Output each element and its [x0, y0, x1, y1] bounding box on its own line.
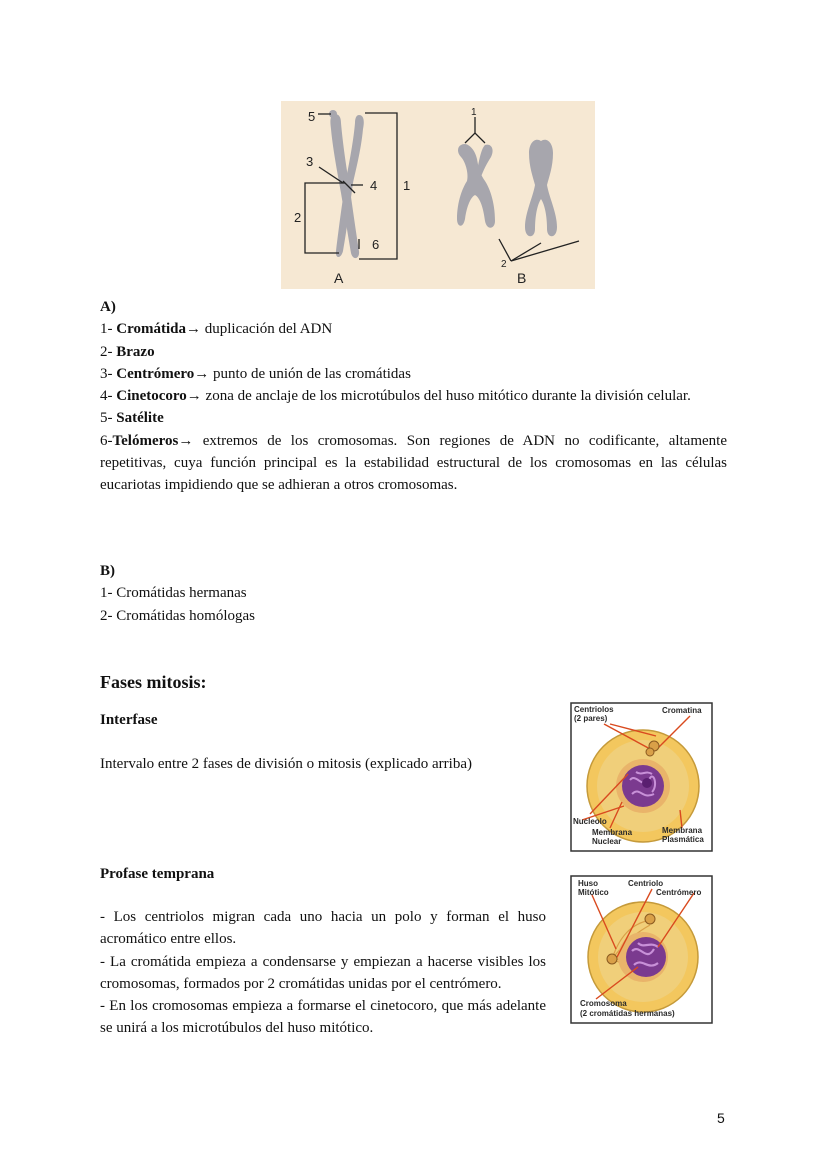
interfase-text: Intervalo entre 2 fases de división o mitosis (explicado arriba)	[100, 756, 472, 772]
diagram-num-1: 1	[403, 178, 411, 193]
diagram-num-4: 4	[370, 178, 378, 193]
section-b-title: B)	[100, 563, 115, 579]
section-a-item: 5- Satélite	[100, 410, 164, 427]
diagram-num-b1: 1	[471, 107, 477, 118]
section-a-item: 1- Cromátida→ duplicación del ADN	[100, 321, 333, 338]
section-a-item: 4- Cinetocoro→ zona de anclaje de los microtúbulos del huso mitótico durante la división celular.	[100, 388, 691, 405]
diagram-num-3: 3	[306, 154, 314, 169]
profase-line: - Los centriolos migran cada uno hacia un polo y forman el huso acromático entre ellos.	[100, 909, 546, 948]
section-a	[100, 296, 727, 497]
interfase-title: Interfase	[100, 712, 158, 728]
mitosis-heading: Fases mitosis:	[100, 672, 207, 692]
section-a-item: 2- Brazo	[100, 343, 155, 360]
label-centriolo: Centriolo	[628, 879, 664, 888]
diagram-num-b2: 2	[501, 259, 507, 270]
label-cromatidas-hermanas: (2 cromátidas hermanas)	[580, 1009, 675, 1018]
label-centriolos: Centriolos	[574, 705, 614, 714]
label-centriolos-pairs: (2 pares)	[574, 714, 608, 723]
label-centromero: Centrómero	[656, 888, 702, 897]
label-huso: Huso	[578, 879, 598, 888]
section-b-item: 2- Cromátidas homólogas	[100, 607, 255, 624]
label-nucleolo: Nucleolo	[573, 817, 607, 826]
diagram-num-6: 6	[372, 237, 380, 252]
diagram-label-a: A	[334, 270, 344, 286]
label-membrana-nuclear: Membrana	[592, 828, 633, 837]
diagram-num-2: 2	[294, 210, 302, 225]
label-cromosoma: Cromosoma	[580, 999, 627, 1008]
section-a-item: 6-Telómeros→ extremos de los cromosomas. Son regiones de ADN no codificante, altamente repetitivas, cuya función principal es la estabilidad estructural de los cromosomas en las células eucariotas impidiendo que se adhieran a otros cromosomas.	[100, 432, 727, 494]
chromosome-diagram	[281, 101, 595, 289]
diagram-num-5: 5	[308, 109, 316, 124]
profase-figure	[570, 875, 713, 1024]
profase-line: - En los cromosomas empieza a formarse el cinetocoro, que más adelante se unirá a los microtúbulos del huso mitótico.	[100, 998, 546, 1037]
page-number: 5	[717, 1110, 725, 1126]
profase-text	[100, 906, 546, 1040]
diagram-label-b: B	[517, 270, 527, 286]
section-a-title: A)	[100, 299, 116, 315]
label-mitotico: Mitótico	[578, 888, 609, 897]
section-b-item: 1- Cromátidas hermanas	[100, 585, 247, 602]
profase-line: - La cromátida empieza a condensarse y empiezan a hacerse visibles los cromosomas, formados por 2 cromátidas unidas por el centrómero.	[100, 953, 546, 992]
label-membrana-plasmatica: Membrana	[662, 826, 703, 835]
label-plasmatica: Plasmática	[662, 835, 704, 844]
section-b	[100, 560, 727, 627]
section-a-item: 3- Centrómero→ punto de unión de las cromátidas	[100, 365, 411, 382]
label-cromatina: Cromatina	[662, 706, 702, 715]
label-nuclear: Nuclear	[592, 837, 622, 846]
profase-title: Profase temprana	[100, 866, 215, 882]
interfase-figure	[570, 702, 713, 852]
